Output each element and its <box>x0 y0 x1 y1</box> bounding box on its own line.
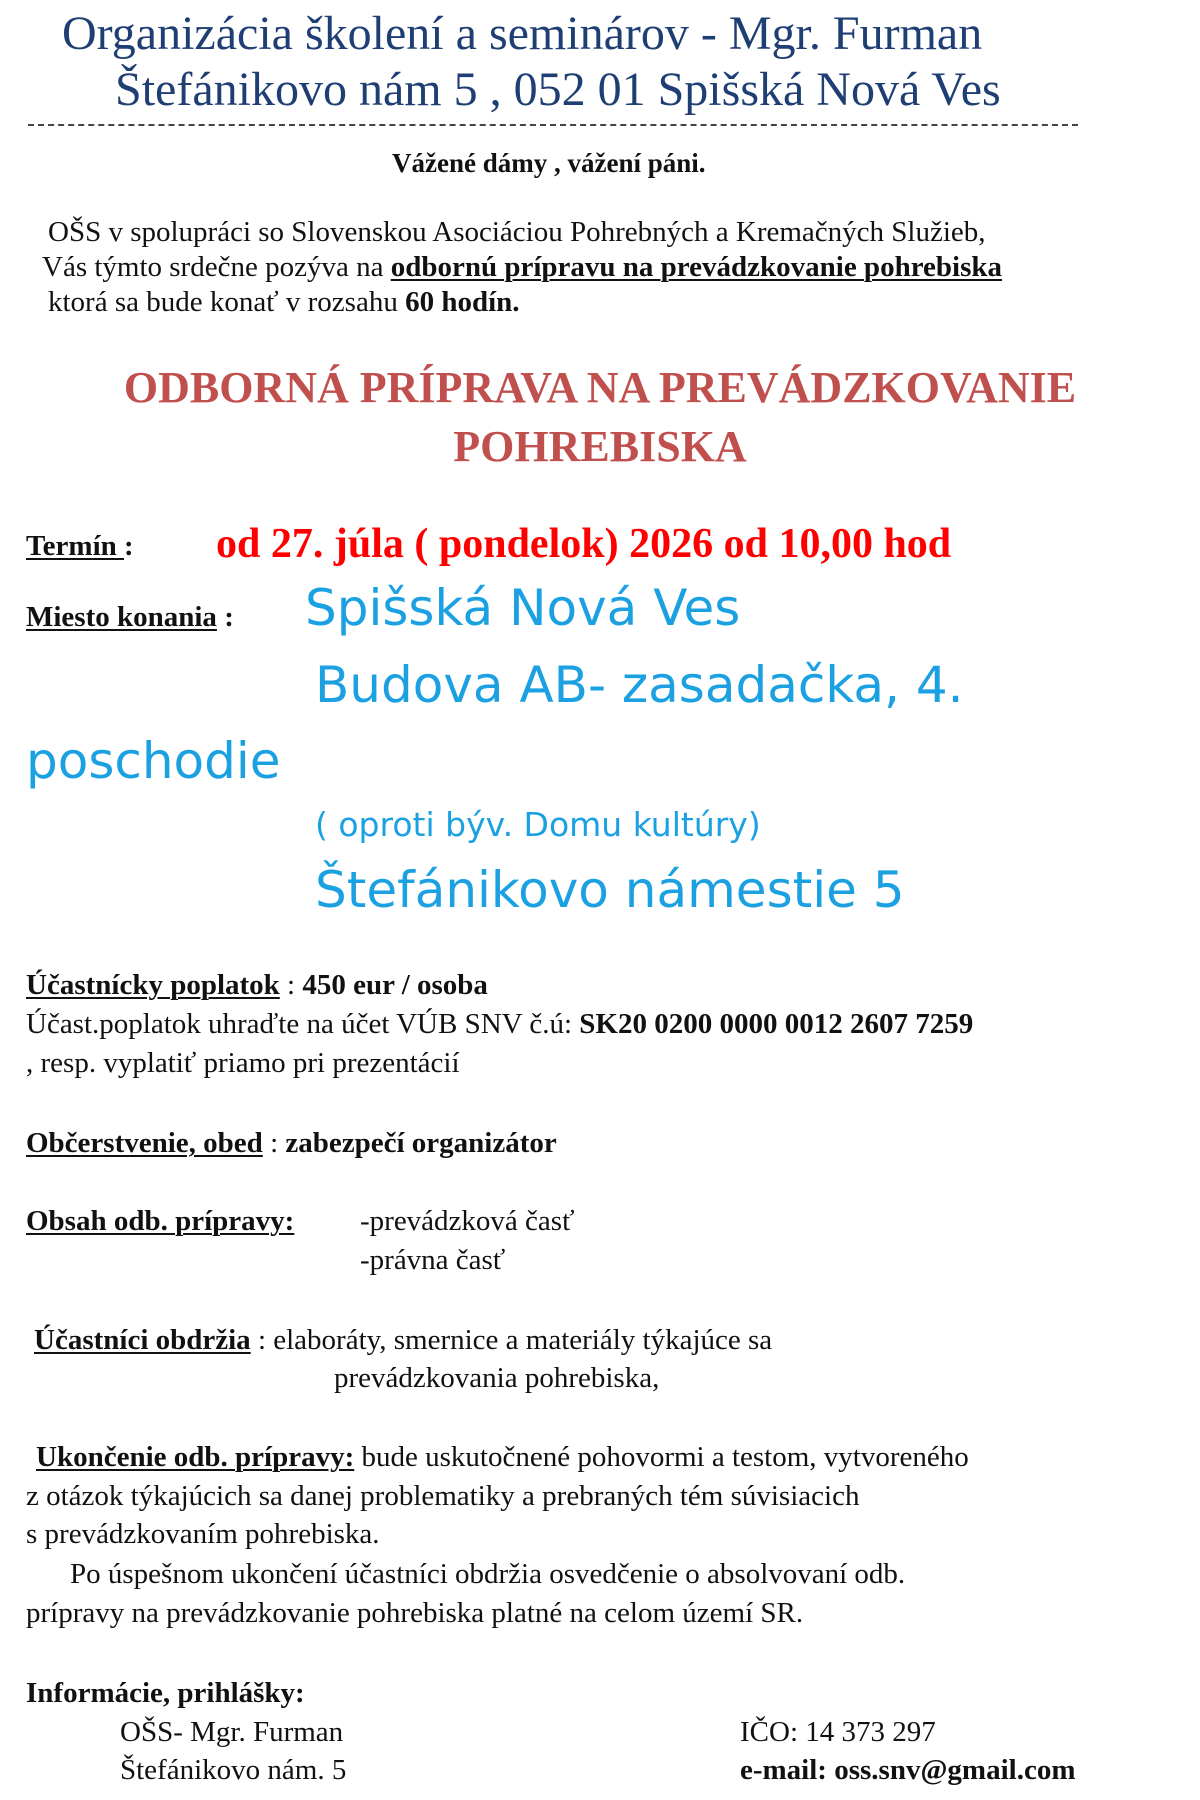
content-item-1: -prevádzková časť <box>360 1205 575 1237</box>
intro-line-2-text: Vás týmto srdečne pozýva na <box>42 251 391 283</box>
ending-line-2: z otázok týkajúcich sa danej problematiky a prebraných tém súvisiacich <box>26 1480 860 1512</box>
venue-city: Spišská Nová Ves <box>305 579 741 637</box>
header-divider <box>28 124 1078 126</box>
title-line-1: ODBORNÁ PRÍPRAVA NA PREVÁDZKOVANIE <box>123 363 1077 412</box>
content-item-2: -právna časť <box>360 1244 506 1276</box>
intro-line-2 <box>42 253 1002 282</box>
receive-label: Účastníci obdržia <box>34 1324 251 1356</box>
fee-account-text: Účast.poplatok uhraďte na účet VÚB SNV č.ú: <box>26 1008 580 1040</box>
header-line-2: Štefánikovo nám 5 , 052 01 Spišská Nová Ves <box>115 63 1001 116</box>
term-value: od 27. júla ( pondelok) 2026 od 10,00 hod <box>216 521 952 567</box>
fee-row <box>26 971 488 1000</box>
receive-row <box>34 1326 772 1355</box>
fee-sep: : <box>279 969 303 1001</box>
contact-email-label: e-mail: <box>740 1754 835 1786</box>
receive-line-2: prevádzkovania pohrebiska, <box>334 1362 660 1394</box>
contact-address: Štefánikovo nám. 5 <box>120 1754 347 1786</box>
term-label-row <box>26 532 134 561</box>
meals-value: zabezpečí organizátor <box>285 1127 557 1159</box>
venue-building: Budova AB- zasadačka, 4. <box>315 656 964 714</box>
venue-sep: : <box>216 601 234 633</box>
meals-row <box>26 1129 557 1158</box>
contact-org: OŠS- Mgr. Furman <box>120 1716 344 1748</box>
intro-course-name: odbornú prípravu na prevádzkovanie pohrebiska <box>390 251 1003 283</box>
receive-line-1: elaboráty, smernice a materiály týkajúce sa <box>273 1324 773 1356</box>
title-line-2: POHREBISKA <box>453 422 747 471</box>
term-label: Termín <box>26 530 125 562</box>
intro-line-3-text: ktorá sa bude konať v rozsahu <box>48 286 406 318</box>
venue-floor: poschodie <box>26 732 281 790</box>
contact-heading: Informácie, prihlášky: <box>26 1677 305 1709</box>
ending-line-4: Po úspešnom ukončení účastníci obdržia osvedčenie o absolvovaní odb. <box>70 1558 906 1590</box>
meals-sep: : <box>262 1127 286 1159</box>
venue-street: Štefánikovo námestie 5 <box>315 861 905 919</box>
intro-line-3 <box>48 288 520 317</box>
ending-label: Ukončenie odb. prípravy: <box>36 1441 355 1473</box>
fee-value: 450 eur / osoba <box>302 969 488 1001</box>
venue-note: ( oproti býv. Domu kultúry) <box>315 805 761 844</box>
intro-line-1: OŠS v spolupráci so Slovenskou Asociáciou Pohrebných a Kremačných Služieb, <box>48 216 986 248</box>
content-label: Obsah odb. prípravy: <box>26 1205 295 1237</box>
ending-row <box>36 1443 969 1472</box>
ending-line-3: s prevádzkovaním pohrebiska. <box>26 1518 380 1550</box>
meals-label: Občerstvenie, obed <box>26 1127 263 1159</box>
fee-account-row <box>26 1010 973 1039</box>
header-line-1: Organizácia školení a seminárov - Mgr. Furman <box>62 7 983 60</box>
contact-ico: IČO: 14 373 297 <box>740 1716 936 1748</box>
fee-label: Účastnícky poplatok <box>26 969 280 1001</box>
venue-label: Miesto konania <box>26 601 217 633</box>
fee-account-suffix: , resp. vyplatiť priamo pri prezentácií <box>26 1047 460 1079</box>
contact-email[interactable]: oss.snv@gmail.com <box>834 1754 1076 1786</box>
ending-line-1: bude uskutočnené pohovormi a testom, vytvoreného <box>354 1441 969 1473</box>
greeting: Vážené dámy , vážení páni. <box>392 148 706 178</box>
fee-iban: SK20 0200 0000 0012 2607 7259 <box>579 1008 974 1040</box>
term-sep: : <box>124 530 134 562</box>
contact-email-row <box>740 1756 1075 1785</box>
intro-hours: 60 hodín. <box>405 286 520 318</box>
receive-sep: : <box>250 1324 274 1356</box>
ending-line-5: prípravy na prevádzkovanie pohrebiska platné na celom území SR. <box>26 1597 804 1629</box>
venue-label-row <box>26 603 234 632</box>
